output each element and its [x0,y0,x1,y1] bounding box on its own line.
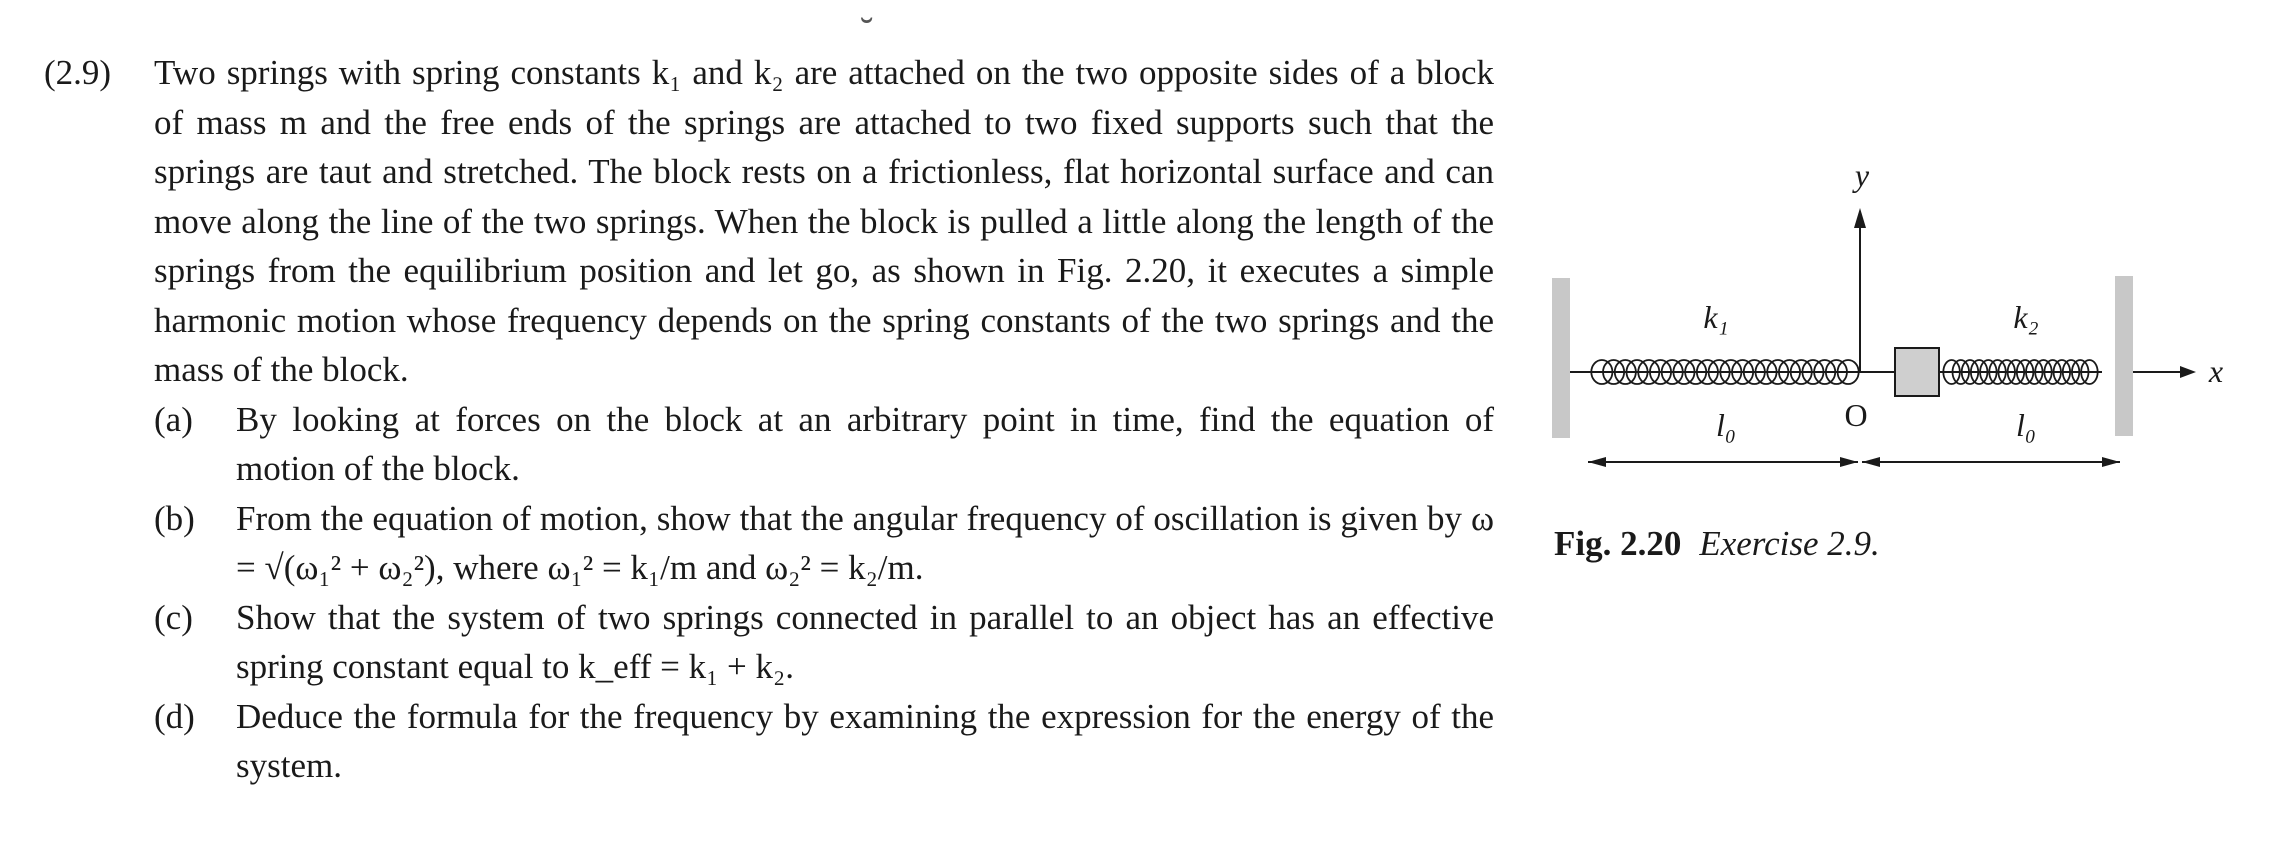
length-arrow-right-head-end [2102,457,2120,467]
top-mark: ˘ [860,9,874,54]
spring-block-figure [1540,150,2260,480]
part-d [154,692,1494,791]
figure-caption-label: Fig. 2.20 [1554,524,1682,563]
right-wall [2115,276,2133,436]
figure-diagram [1540,150,2260,480]
exercise-text [154,48,1494,791]
part-text: Deduce the formula for the frequency by examining the expression for the energy of the system. [236,696,1494,785]
left-wall [1552,278,1570,438]
length-arrow-right-head-start [1862,457,1880,467]
length-arrow-left-head-end [1840,457,1858,467]
part-label: (a) [154,399,193,439]
spring-left-label: k₁ [1703,299,1729,335]
y-axis-label: y [1854,157,1870,193]
exercise-parts [154,395,1494,791]
part-label: (b) [154,498,195,538]
x-axis-label: x [2208,353,2224,389]
spring-right-label: k₂ [2013,299,2039,335]
x-axis-arrowhead [2180,366,2196,378]
part-c [154,593,1494,692]
exercise-number: (2.9) [44,53,112,92]
y-axis-arrowhead [1854,208,1866,228]
figure-caption-text: Exercise 2.9. [1699,524,1880,563]
block-mass [1895,348,1939,396]
exercise-statement: Two springs with spring constants k₁ and k₂ are attached on the two opposite sides of a block of mass m and the free ends of the springs are attached to two fixed supports such that the springs are taut and stretched. The block rests on a frictionless, flat horizontal surface and can move along the line of the two springs. When the block is pulled a little along the length of the springs from the equilibrium position and let go, as shown in Fig. 2.20, it executes a simple harmonic motion whose frequency depends on the spring constants of the two springs and the mass of the block. [154,53,1494,389]
part-label: (d) [154,696,195,736]
origin-label: O [1844,397,1868,433]
part-a [154,395,1494,494]
length-arrow-left-head-start [1588,457,1606,467]
part-text: From the equation of motion, show that the angular frequency of oscillation is given by ω = √(ω₁² + ω₂²), where ω₁² = k₁/m and ω₂² = k₂/m. [236,498,1494,587]
length-left-label: l₀ [1715,407,1737,443]
part-text: Show that the system of two springs connected in parallel to an object has an effective spring constant equal to k_eff = k₁ + k₂. [236,597,1494,686]
part-text: By looking at forces on the block at an arbitrary point in time, find the equation of motion of the block. [236,399,1494,488]
part-b [154,494,1494,593]
figure-caption [1554,522,1880,566]
part-label: (c) [154,597,193,637]
length-right-label: l₀ [2015,407,2037,443]
